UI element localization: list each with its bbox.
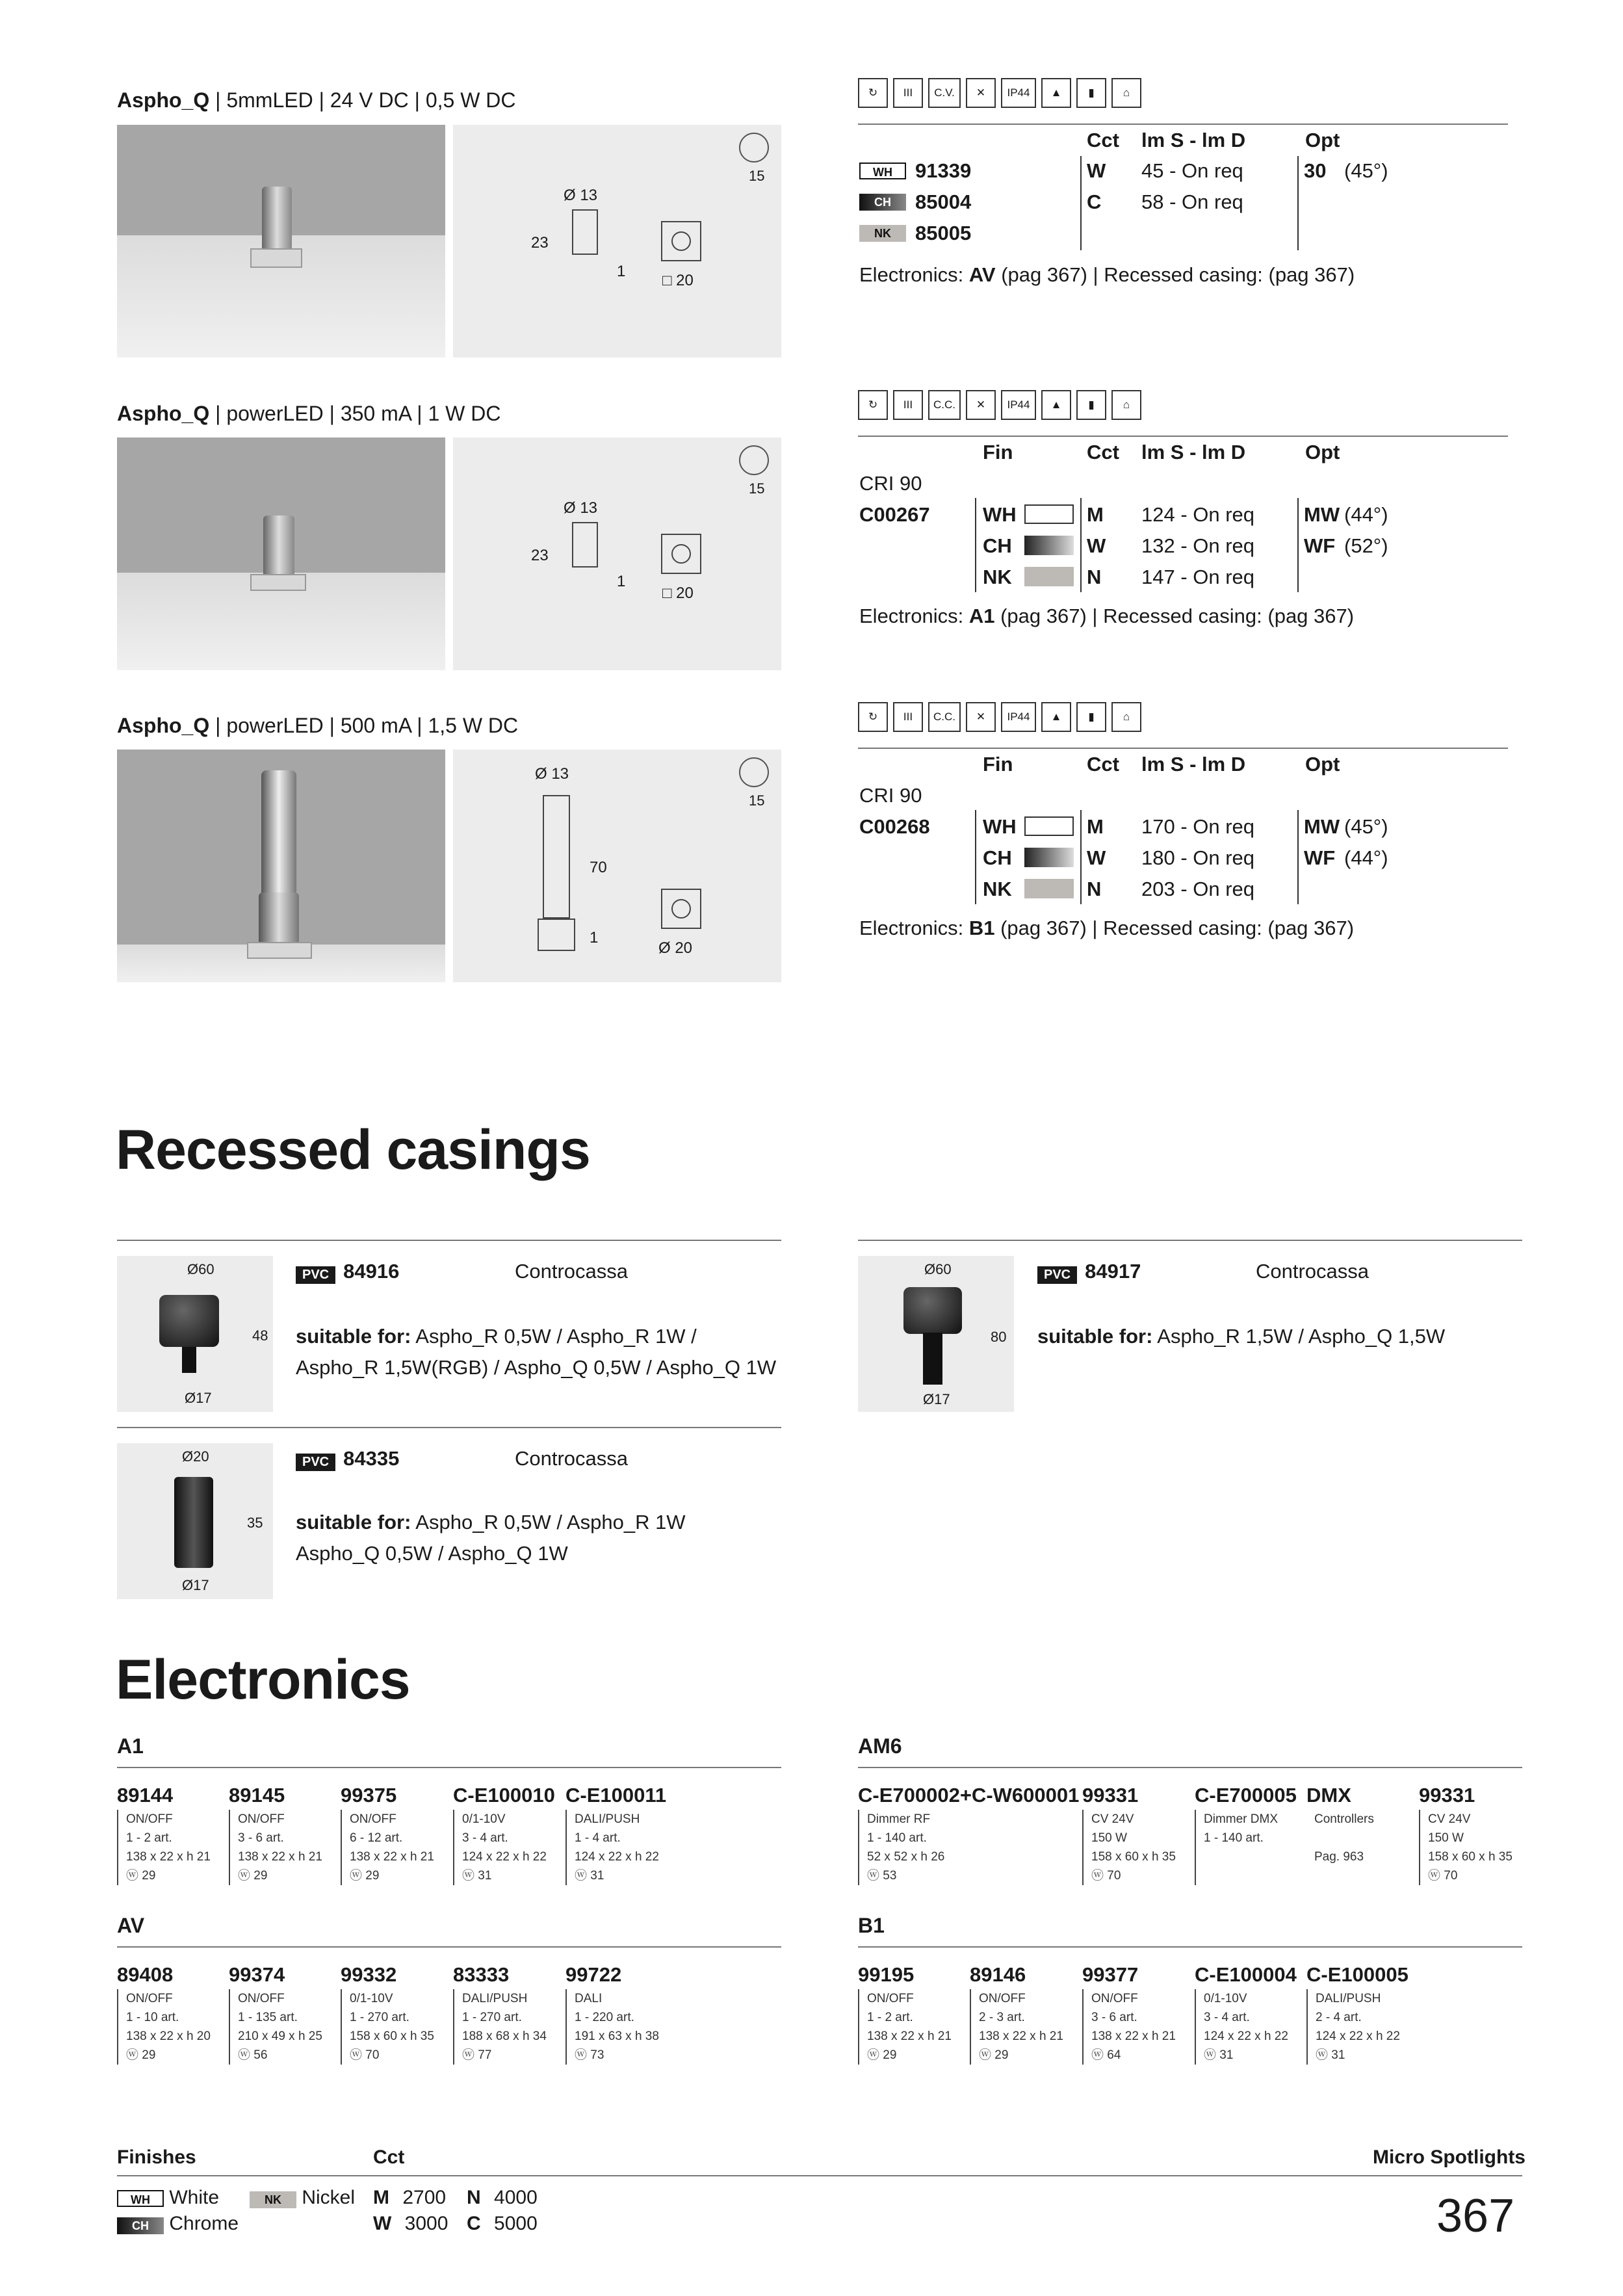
group-title-am6: AM6 (858, 1734, 902, 1758)
drawing-top (661, 889, 701, 929)
power-icon: ⓦ (575, 1869, 591, 1883)
angle-icon (739, 133, 769, 163)
header-lm: lm S - lm D (1141, 129, 1246, 151)
feature-icons (858, 390, 1141, 420)
lumen-value: 170 - On req (1141, 815, 1255, 838)
product-photo (117, 125, 445, 358)
power-icon: ⓦ (126, 1869, 142, 1883)
finish-code: WH (983, 815, 1017, 838)
electronics-item: 89146 ON/OFF 2 - 3 art. 138 x 22 x h 21 ⓦ 29 (970, 1963, 1063, 2065)
electronics-item: 83333 DALI/PUSH 1 - 270 art. 188 x 68 x h 34 ⓦ 77 (453, 1963, 547, 2065)
electronics-item: 99377 ON/OFF 3 - 6 art. 138 x 22 x h 21 ⓦ 64 (1082, 1963, 1176, 2065)
cri-value: CRI 90 (859, 472, 922, 495)
product-photo (117, 750, 445, 982)
no-cover-icon: ✕ (966, 702, 996, 732)
power-icon: ⓦ (462, 1869, 478, 1883)
finish-swatch-nk (1024, 567, 1074, 586)
cct-legend-c: C 5000 (467, 2213, 538, 2234)
group-title-av: AV (117, 1914, 145, 1937)
finish-code: CH (983, 846, 1012, 869)
lumen-value: 180 - On req (1141, 846, 1255, 869)
electronics-item: 99375 ON/OFF 6 - 12 art. 138 x 22 x h 21 ⓦ 29 (341, 1784, 434, 1885)
cct-legend-n: N 4000 (467, 2187, 538, 2208)
feature-icons (858, 702, 1141, 732)
casing-code-row: PVC 84916 (296, 1260, 399, 1284)
power-icon: ⓦ (126, 2048, 142, 2062)
recess-icon: ▮ (1076, 702, 1106, 732)
lumen-value: 45 - On req (1141, 159, 1243, 182)
spotlight-flange (250, 574, 306, 591)
electronics-item: 89144 ON/OFF 1 - 2 art. 138 x 22 x h 21 ⓦ 29 (117, 1784, 211, 1885)
drawing-side (543, 795, 570, 919)
optic-value: WF (1304, 846, 1336, 869)
angle-icon (739, 757, 769, 787)
optic-value: MW (1304, 503, 1340, 526)
cct-value: M (1087, 815, 1104, 838)
electronics-note: Electronics: B1 (pag 367) | Recessed casing: (pag 367) (859, 917, 1355, 939)
optic-degree: (44°) (1344, 846, 1388, 869)
product-title: Aspho_Q | 5mmLED | 24 V DC | 0,5 W DC (117, 88, 516, 112)
drawing-top (661, 534, 701, 574)
badge-ch: CH (859, 194, 906, 211)
casing-code-row: PVC 84917 (1037, 1260, 1141, 1284)
footer-section: Micro Spotlights (1373, 2146, 1526, 2168)
recess-icon: ▮ (1076, 390, 1106, 420)
casing-suitable: suitable for: Aspho_R 1,5W / Aspho_Q 1,5W (1037, 1325, 1446, 1348)
finish-legend-ch: CH Chrome (117, 2213, 239, 2235)
class-iii-icon: III (893, 78, 923, 108)
casing-image: Ø60 48 Ø17 (117, 1256, 273, 1412)
drawing-side (572, 522, 598, 567)
depth-label: 1 (617, 263, 626, 280)
header-lm: lm S - lm D (1141, 441, 1246, 463)
section-title-electronics: Electronics (116, 1649, 410, 1711)
product-code: C00268 (859, 815, 930, 838)
ceiling-icon: ⌂ (1111, 78, 1141, 108)
power-icon: ⓦ (979, 2048, 995, 2062)
finish-swatch-nk (1024, 879, 1074, 898)
product-code: C00267 (859, 503, 930, 526)
depth-label: 1 (617, 573, 626, 590)
optic-value: MW (1304, 815, 1340, 838)
finish-swatch-ch (1024, 848, 1074, 867)
electronics-item: C-E100011 DALI/PUSH 1 - 4 art. 124 x 22 x h 22 ⓦ 31 (565, 1784, 666, 1885)
finish-legend-nk: NK Nickel (250, 2187, 355, 2209)
header-fin: Fin (983, 441, 1013, 463)
casing-desc: Controcassa (515, 1447, 629, 1470)
electronics-item: C-E700005 Dimmer DMX 1 - 140 art. (1195, 1784, 1297, 1885)
cct-value: N (1087, 566, 1102, 588)
lumen-value: 124 - On req (1141, 503, 1255, 526)
power-icon: ⓦ (350, 2048, 366, 2062)
class-iii-icon: III (893, 702, 923, 732)
power-icon: ⓦ (1091, 1869, 1108, 1883)
electronics-item: C-E100005 DALI/PUSH 2 - 4 art. 124 x 22 x h 22 ⓦ 31 (1306, 1963, 1409, 2065)
technical-drawing (453, 125, 781, 358)
electronics-item: 99195 ON/OFF 1 - 2 art. 138 x 22 x h 21 ⓦ 29 (858, 1963, 952, 2065)
casing-image: Ø20 35 Ø17 (117, 1443, 273, 1599)
angle-icon (739, 445, 769, 475)
finish-code: WH (983, 503, 1017, 526)
power-icon: ⓦ (238, 1869, 254, 1883)
rotate-icon: ↻ (858, 702, 888, 732)
cc-icon: C.C. (928, 702, 961, 732)
square-label: Ø 20 (658, 939, 693, 957)
casing-code-row: PVC 84335 (296, 1447, 399, 1471)
diameter-label: Ø 13 (564, 187, 598, 204)
rotate-icon: ↻ (858, 390, 888, 420)
footer-cct-label: Cct (373, 2146, 405, 2168)
lumen-value: 132 - On req (1141, 534, 1255, 557)
casing-desc: Controcassa (1256, 1260, 1370, 1283)
power-icon: ⓦ (867, 1869, 883, 1883)
finish-code: NK (983, 566, 1012, 588)
power-icon: ⓦ (867, 2048, 883, 2062)
spotlight-flange (247, 942, 312, 959)
finish-code: CH (983, 534, 1012, 557)
finish-swatch-wh (1024, 504, 1074, 524)
no-cover-icon: ✕ (966, 390, 996, 420)
header-opt: Opt (1305, 129, 1340, 151)
electronics-item: C-E100004 0/1-10V 3 - 4 art. 124 x 22 x h 22 ⓦ 31 (1195, 1963, 1297, 2065)
header-lm: lm S - lm D (1141, 753, 1246, 776)
electronics-item: DMX Controllers Pag. 963 (1306, 1784, 1374, 1864)
power-icon: ⓦ (238, 2048, 254, 2062)
product-code: 91339 (915, 159, 972, 182)
finish-legend-wh: WH White (117, 2187, 219, 2209)
electronics-note: Electronics: A1 (pag 367) | Recessed casing: (pag 367) (859, 605, 1355, 627)
badge-wh: WH (859, 163, 906, 179)
header-opt: Opt (1305, 753, 1340, 776)
header-opt: Opt (1305, 441, 1340, 463)
electronics-item: 89145 ON/OFF 3 - 6 art. 138 x 22 x h 21 ⓦ 29 (229, 1784, 322, 1885)
power-icon: ⓦ (575, 2048, 591, 2062)
optic-degree: (44°) (1344, 503, 1388, 526)
power-icon: ⓦ (1204, 2048, 1220, 2062)
diameter-label: Ø 13 (564, 499, 598, 517)
technical-drawing (453, 750, 781, 982)
finish-swatch-ch (1024, 536, 1074, 555)
ceiling-icon: ⌂ (1111, 390, 1141, 420)
electronics-item: 99331 CV 24V 150 W 158 x 60 x h 35 ⓦ 70 (1082, 1784, 1176, 1885)
square-label: □ 20 (662, 272, 694, 289)
diameter-label: Ø 13 (535, 765, 569, 783)
angle-value: 15 (749, 168, 765, 184)
cct-value: W (1087, 846, 1106, 869)
beam-icon: ▲ (1041, 78, 1071, 108)
header-cct: Cct (1087, 753, 1119, 776)
cc-icon: C.C. (928, 390, 961, 420)
footer-finishes-label: Finishes (117, 2146, 196, 2168)
cct-legend-m: M 2700 (373, 2187, 447, 2208)
angle-value: 15 (749, 792, 765, 809)
ceiling-icon: ⌂ (1111, 702, 1141, 732)
casing-image: Ø60 80 Ø17 (858, 1256, 1014, 1412)
power-icon: ⓦ (1091, 2048, 1108, 2062)
electronics-item: 99374 ON/OFF 1 - 135 art. 210 x 49 x h 25 ⓦ 56 (229, 1963, 322, 2065)
recess-icon: ▮ (1076, 78, 1106, 108)
product-title: Aspho_Q | powerLED | 350 mA | 1 W DC (117, 402, 501, 425)
drawing-base (538, 919, 575, 951)
beam-icon: ▲ (1041, 390, 1071, 420)
feature-icons (858, 78, 1141, 108)
cv-icon: C.V. (928, 78, 961, 108)
cct-value: W (1087, 159, 1106, 182)
power-icon: ⓦ (350, 1869, 366, 1883)
product-title: Aspho_Q | powerLED | 500 mA | 1,5 W DC (117, 714, 519, 737)
power-icon: ⓦ (1428, 1869, 1444, 1883)
angle-value: 15 (749, 480, 765, 497)
cct-value: C (1087, 190, 1102, 213)
height-label: 23 (531, 234, 549, 252)
class-iii-icon: III (893, 390, 923, 420)
spotlight-base (259, 893, 299, 945)
cct-value: W (1087, 534, 1106, 557)
electronics-item: 89408 ON/OFF 1 - 10 art. 138 x 22 x h 20 ⓦ 29 (117, 1963, 211, 2065)
electronics-item: 99722 DALI 1 - 220 art. 191 x 63 x h 38 ⓦ 73 (565, 1963, 659, 2065)
casing-suitable: suitable for: Aspho_R 0,5W / Aspho_R 1W / Aspho_R 1,5W(RGB) / Aspho_Q 0,5W / Aspho_Q 1W (296, 1325, 777, 1379)
optic-degree: (45°) (1344, 815, 1388, 838)
cct-legend-w: W 3000 (373, 2213, 448, 2234)
product-code: 85004 (915, 190, 972, 213)
lumen-value: 203 - On req (1141, 878, 1255, 900)
casing-suitable: suitable for: Aspho_R 0,5W / Aspho_R 1W Aspho_Q 0,5W / Aspho_Q 1W (296, 1511, 686, 1565)
spotlight-flange (250, 248, 302, 268)
lumen-value: 147 - On req (1141, 566, 1255, 588)
rotate-icon: ↻ (858, 78, 888, 108)
ip-icon: IP44 (1001, 78, 1036, 108)
finish-swatch-wh (1024, 816, 1074, 836)
drawing-top (661, 221, 701, 261)
power-icon: ⓦ (1316, 2048, 1332, 2062)
height-label: 23 (531, 547, 549, 564)
drawing-side (572, 209, 598, 255)
power-icon: ⓦ (462, 2048, 478, 2062)
optic-degree: (52°) (1344, 534, 1388, 557)
no-cover-icon: ✕ (966, 78, 996, 108)
electronics-item: C-E100010 0/1-10V 3 - 4 art. 124 x 22 x h 22 ⓦ 31 (453, 1784, 555, 1885)
casing-desc: Controcassa (515, 1260, 629, 1283)
lumen-value: 58 - On req (1141, 190, 1243, 213)
optic-degree: (45°) (1344, 159, 1388, 182)
group-title-a1: A1 (117, 1734, 144, 1758)
section-title-casings: Recessed casings (116, 1119, 590, 1181)
cct-value: N (1087, 878, 1102, 900)
electronics-note: Electronics: AV (pag 367) | Recessed casing: (pag 367) (859, 263, 1355, 286)
spotlight-body (263, 515, 294, 578)
electronics-item: 99332 0/1-10V 1 - 270 art. 158 x 60 x h 35 ⓦ 70 (341, 1963, 434, 2065)
depth-label: 1 (590, 929, 599, 946)
header-fin: Fin (983, 753, 1013, 776)
product-photo (117, 437, 445, 670)
product-code: 85005 (915, 222, 972, 244)
technical-drawing (453, 437, 781, 670)
beam-icon: ▲ (1041, 702, 1071, 732)
ip-icon: IP44 (1001, 390, 1036, 420)
header-cct: Cct (1087, 129, 1119, 151)
cri-value: CRI 90 (859, 784, 922, 807)
header-cct: Cct (1087, 441, 1119, 463)
finish-code: NK (983, 878, 1012, 900)
cct-value: M (1087, 503, 1104, 526)
ip-icon: IP44 (1001, 702, 1036, 732)
square-label: □ 20 (662, 584, 694, 602)
electronics-item: 99331 CV 24V 150 W 158 x 60 x h 35 ⓦ 70 (1419, 1784, 1513, 1885)
electronics-item: C-E700002+C-W600001 Dimmer RF 1 - 140 art. 52 x 52 x h 26 ⓦ 53 (858, 1784, 1079, 1885)
spotlight-body (262, 187, 292, 252)
group-title-b1: B1 (858, 1914, 885, 1937)
optic-value: 30 (1304, 159, 1327, 182)
badge-nk: NK (859, 225, 906, 242)
optic-value: WF (1304, 534, 1336, 557)
page-number: 367 (1436, 2190, 1515, 2242)
spotlight-body (261, 770, 296, 900)
height-label: 70 (590, 859, 607, 876)
